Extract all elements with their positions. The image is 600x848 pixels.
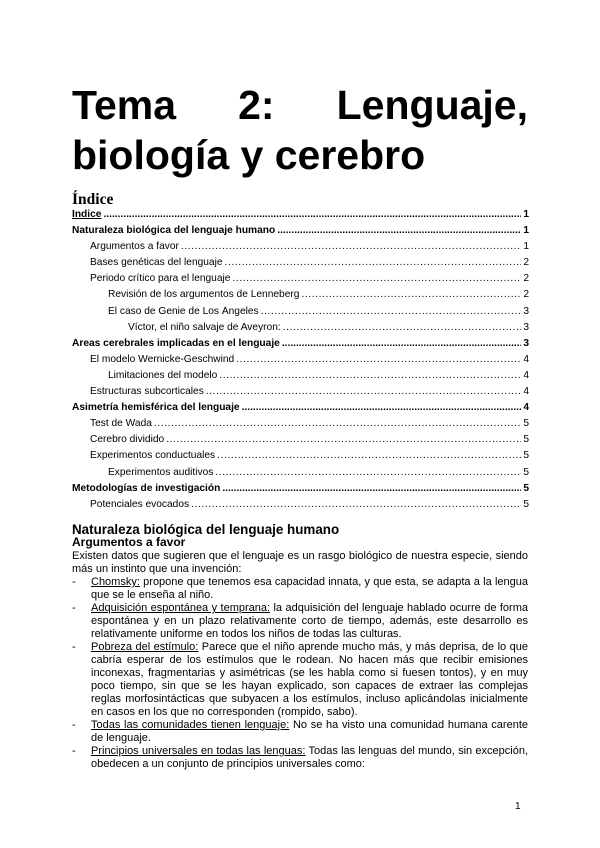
bullet-dash: - xyxy=(72,576,76,588)
toc-leader-dots xyxy=(154,418,521,429)
toc-entry[interactable] xyxy=(72,450,529,466)
toc-entry-label: Argumentos a favor xyxy=(90,241,179,253)
toc-entry-page: 4 xyxy=(523,402,529,414)
toc-entry[interactable] xyxy=(72,434,529,450)
toc-entry-label: Experimentos auditivos xyxy=(108,466,214,478)
bullet-dash: - xyxy=(72,602,76,614)
toc-entry[interactable] xyxy=(72,289,529,305)
toc-leader-dots xyxy=(191,499,521,510)
toc-leader-dots xyxy=(181,241,521,252)
toc-entry-page: 3 xyxy=(523,305,529,317)
toc-leader-dots xyxy=(215,467,521,478)
toc-entry-page: 5 xyxy=(523,482,529,494)
toc-leader-dots xyxy=(222,483,521,494)
bullet-dash: - xyxy=(72,745,76,757)
toc-leader-dots xyxy=(225,257,522,268)
toc-entry-label: Experimentos conductuales xyxy=(90,450,216,462)
toc-entry[interactable] xyxy=(72,322,529,338)
toc-entry-page: 3 xyxy=(523,321,529,333)
document-title: Tema 2: Lenguaje, biología y cerebro xyxy=(72,82,528,178)
toc-entry-page: 4 xyxy=(523,369,529,381)
toc-entry-page: 2 xyxy=(523,289,529,301)
argument-text: la adquisición del lenguaje hablado ocurre de forma espontánea y en un plazo relativamente corto de tiempo, además, este desarrollo es relativamente uniforme en todos los niños de todas las culturas. xyxy=(91,602,528,640)
toc-entry-label: Cerebro dividido xyxy=(90,434,165,446)
toc-entry-page: 4 xyxy=(523,386,529,398)
toc-entry[interactable] xyxy=(72,306,529,322)
toc-leader-dots xyxy=(277,225,521,236)
argument-term: Principios universales en todas las lenguas: xyxy=(91,745,306,757)
toc-entry-label: Áreas cerebrales implicadas en el lenguaje xyxy=(72,337,280,349)
argument-list xyxy=(72,576,528,771)
toc-entry[interactable] xyxy=(72,418,529,434)
argument-item xyxy=(72,602,528,641)
argument-term: Chomsky: xyxy=(91,576,140,588)
toc-entry-label: Metodologías de investigación xyxy=(72,482,221,494)
toc-leader-dots xyxy=(103,209,521,220)
toc-entry[interactable] xyxy=(72,241,529,257)
toc-entry[interactable] xyxy=(72,209,529,225)
toc-entry-label: Periodo crítico para el lenguaje xyxy=(90,273,231,285)
toc-entry[interactable] xyxy=(72,273,529,289)
toc-entry[interactable] xyxy=(72,483,529,499)
toc-leader-dots xyxy=(236,354,521,365)
argument-term: Todas las comunidades tienen lenguaje: xyxy=(91,719,290,731)
page-number: 1 xyxy=(515,801,521,812)
toc-entry-page: 3 xyxy=(523,337,529,349)
toc-entry[interactable] xyxy=(72,370,529,386)
toc-entry-page: 1 xyxy=(523,241,529,253)
toc-entry-label: Revisión de los argumentos de Lenneberg xyxy=(108,289,300,301)
toc-entry-label: Víctor, el niño salvaje de Aveyron: xyxy=(128,321,281,333)
argument-text: Parece que el niño aprende mucho más, y más deprisa, de lo que cabría esperar de los estímulos que le rodean. No hacen más que recibir emisiones inconexas, fragmentarias y asimétricas (se les habla como si fuesen tontos), y en muy poco tiempo, sin que se les hayan explicado, son capaces de extraer las complejas reglas morfosintácticas que subyacen a los estímulos, incluso aplicándolas inicialmente en casos en los que no corresponden (rompido, sabo). xyxy=(91,641,528,718)
toc-entry-page: 5 xyxy=(523,418,529,430)
toc-leader-dots xyxy=(283,322,522,333)
argument-text: propone que tenemos esa capacidad innata, y que esta, se adapta a la lengua que se le enseña al niño. xyxy=(91,576,528,601)
toc-entry[interactable] xyxy=(72,354,529,370)
table-of-contents xyxy=(72,209,529,515)
argument-term: Adquisición espontánea y temprana: xyxy=(91,602,271,614)
toc-entry-page: 4 xyxy=(523,353,529,365)
toc-entry-label: Índice xyxy=(72,209,102,220)
toc-entry-page: 2 xyxy=(523,273,529,285)
toc-entry[interactable] xyxy=(72,257,529,273)
index-heading: Índice xyxy=(72,191,114,208)
intro-paragraph: Existen datos que sugieren que el lenguaje es un rasgo biológico de nuestra especie, siendo más un instinto que una invención: xyxy=(72,550,528,575)
argument-text: Todas las lenguas del mundo, sin excepción, obedecen a un conjunto de principios universales como: xyxy=(91,745,528,770)
toc-entry-label: El caso de Genie de Los Ángeles xyxy=(108,305,259,317)
toc-leader-dots xyxy=(261,306,522,317)
toc-entry-page: 1 xyxy=(523,225,529,237)
section-heading: Naturaleza biológica del lenguaje humano xyxy=(72,522,340,537)
toc-entry-label: Test de Wada xyxy=(90,418,152,430)
toc-leader-dots xyxy=(166,434,521,445)
toc-entry-page: 5 xyxy=(523,466,529,478)
toc-leader-dots xyxy=(232,273,521,284)
toc-entry-page: 5 xyxy=(523,434,529,446)
toc-entry[interactable] xyxy=(72,338,529,354)
toc-leader-dots xyxy=(219,370,521,381)
bullet-dash: - xyxy=(72,719,76,731)
toc-entry-page: 1 xyxy=(523,209,529,220)
toc-entry-page: 5 xyxy=(523,498,529,510)
toc-entry-label: El modelo Wernicke-Geschwind xyxy=(90,353,235,365)
toc-entry-page: 5 xyxy=(523,450,529,462)
toc-entry[interactable] xyxy=(72,386,529,402)
toc-leader-dots xyxy=(301,289,521,300)
toc-entry-label: Naturaleza biológica del lenguaje humano xyxy=(72,225,276,237)
toc-entry[interactable] xyxy=(72,402,529,418)
toc-entry[interactable] xyxy=(72,499,529,515)
toc-entry-label: Asimetría hemisférica del lenguaje xyxy=(72,402,240,414)
argument-term: Pobreza del estímulo: xyxy=(91,641,199,653)
toc-leader-dots xyxy=(217,450,521,461)
bullet-dash: - xyxy=(72,641,76,653)
argument-item xyxy=(72,641,528,719)
subsection-heading: Argumentos a favor xyxy=(72,535,186,549)
argument-item xyxy=(72,576,528,602)
toc-entry-label: Potenciales evocados xyxy=(90,498,190,510)
argument-text: No se ha visto una comunidad humana carente de lenguaje. xyxy=(91,719,528,744)
toc-entry[interactable] xyxy=(72,467,529,483)
toc-entry-label: Limitaciones del modelo xyxy=(108,369,218,381)
argument-item xyxy=(72,719,528,745)
argument-item xyxy=(72,745,528,771)
toc-leader-dots xyxy=(282,338,522,349)
toc-entry-label: Estructuras subcorticales xyxy=(90,386,204,398)
toc-leader-dots xyxy=(242,402,522,413)
toc-entry-label: Bases genéticas del lenguaje xyxy=(90,257,223,269)
toc-entry-page: 2 xyxy=(523,257,529,269)
toc-leader-dots xyxy=(206,386,522,397)
toc-entry[interactable] xyxy=(72,225,529,241)
